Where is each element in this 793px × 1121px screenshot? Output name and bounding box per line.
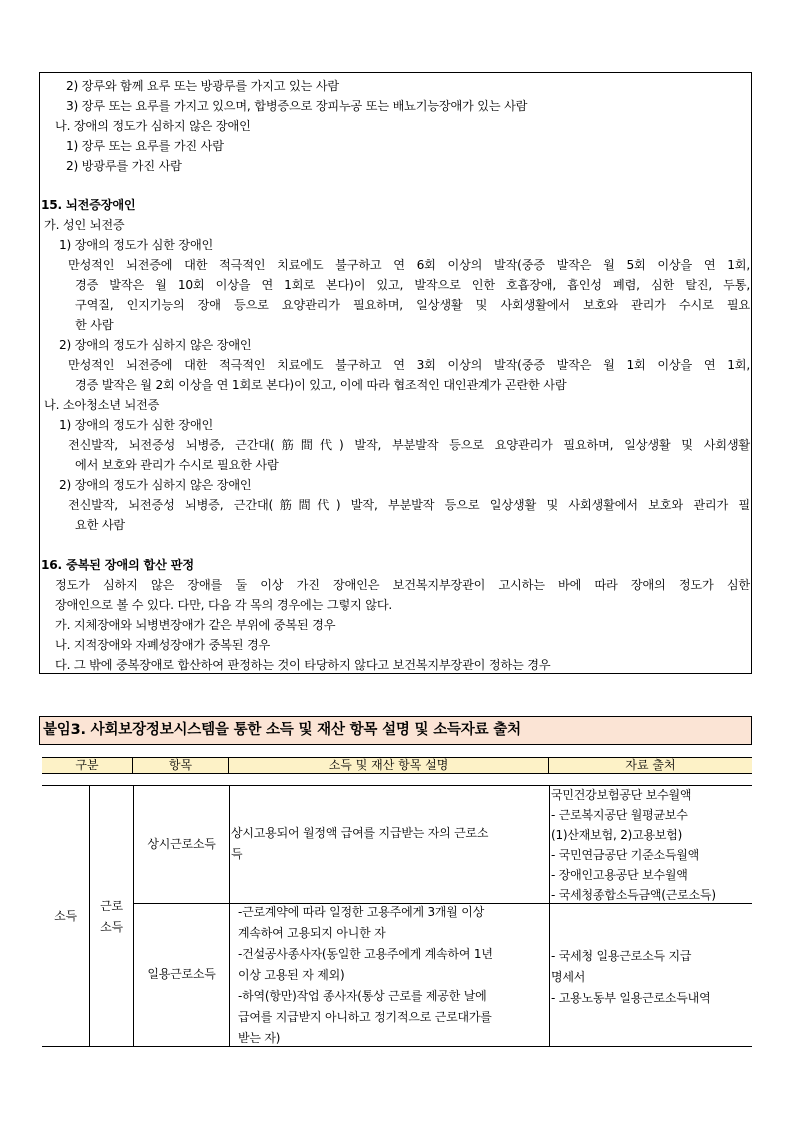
criteria-line: 가. 지체장애와 뇌병변장애가 같은 부위에 중복된 경우	[55, 618, 336, 632]
source-line: (1)산재보험, 2)고용보험)	[551, 828, 683, 842]
source-line: - 장애인고용공단 보수월액	[551, 868, 688, 882]
appendix-title: 붙임3. 사회보장정보시스템을 통한 소득 및 재산 항목 설명 및 소득자료 출처	[39, 716, 752, 745]
criteria-line: 15. 뇌전증장애인	[41, 198, 136, 212]
criteria-line: 경증 발작은 월 10회 이상을 연 1회로 본다)이 있고, 발작으로 인한 호흡장애, 흡인성 폐렴, 심한 탈진, 두통,	[75, 278, 750, 292]
criteria-line: 1) 장애의 정도가 심한 장애인	[59, 418, 214, 432]
source-line: - 국세청종합소득금액(근로소득)	[551, 888, 716, 902]
description-line: 이상 고용된 자 제외)	[238, 968, 345, 982]
item-daily-income: 일용근로소득	[147, 967, 216, 981]
description-line: -근로계약에 따라 일정한 고용주에게 3개월 이상	[238, 905, 485, 919]
subcategory-line-1: 근로	[100, 899, 123, 913]
criteria-line: 2) 장애의 정도가 심하지 않은 장애인	[59, 478, 252, 492]
source-line: - 근로복지공단 월평균보수	[551, 808, 688, 822]
criteria-line: 1) 장애의 정도가 심한 장애인	[59, 238, 214, 252]
description-line: 급여를 지급받지 아니하고 정기적으로 근로대가를	[238, 1010, 492, 1024]
criteria-line: 전신발작, 뇌전증성 뇌병증, 근간대(筋間代) 발작, 부분발작 등으로 일상생활 및 사회생활에서 보호와 관리가 필	[68, 498, 750, 512]
criteria-line: 만성적인 뇌전증에 대한 적극적인 치료에도 불구하고 연 3회 이상의 발작(중증 발작은 월 1회 이상을 연 1회,	[68, 358, 750, 372]
criteria-line: 요한 사람	[75, 518, 125, 532]
category-cell: 소득	[54, 909, 77, 923]
criteria-line: 전신발작, 뇌전증성 뇌병증, 근간대(筋間代) 발작, 부분발작 등으로 요양관리가 필요하며, 일상생활 및 사회생활	[68, 438, 750, 452]
item-regular-income: 상시근로소득	[147, 837, 216, 851]
header-description: 소득 및 재산 항목 설명	[229, 758, 549, 773]
source-line: 국민건강보험공단 보수월액	[551, 788, 692, 802]
source-line: - 국세청 일용근로소득 지급	[551, 949, 692, 963]
header-item: 항목	[133, 758, 229, 773]
criteria-line: 장애인으로 볼 수 있다. 다만, 다음 각 목의 경우에는 그렇지 않다.	[55, 598, 393, 612]
criteria-line: 가. 성인 뇌전증	[44, 218, 125, 232]
criteria-line: 16. 중복된 장애의 합산 판정	[41, 558, 194, 572]
description-line: -하역(항만)작업 종사자(통상 근로를 제공한 날에	[238, 989, 487, 1003]
desc-regular-2: 득	[231, 847, 243, 861]
criteria-line: 경증 발작은 월 2회 이상을 연 1회로 본다)이 있고, 이에 따라 협조적인 대인관계가 곤란한 사람	[75, 378, 567, 392]
source-line: - 국민연금공단 기준소득월액	[551, 848, 700, 862]
description-line: 받는 자)	[238, 1031, 281, 1045]
income-table	[42, 785, 752, 1047]
criteria-line: 2) 방광루를 가진 사람	[66, 159, 182, 173]
criteria-line: 3) 장루 또는 요루를 가지고 있으며, 합병증으로 장피누공 또는 배뇨기능장애가 있는 사람	[66, 99, 528, 113]
criteria-line: 나. 지적장애와 자폐성장애가 중복된 경우	[55, 638, 271, 652]
criteria-line: 나. 소아청소년 뇌전증	[44, 398, 160, 412]
description-line: 계속하여 고용되지 아니한 자	[238, 926, 386, 940]
source-line: - 고용노동부 일용근로소득내역	[551, 991, 711, 1005]
criteria-line: 나. 장애의 정도가 심하지 않은 장애인	[55, 119, 251, 133]
criteria-line: 만성적인 뇌전증에 대한 적극적인 치료에도 불구하고 연 6회 이상의 발작(중증 발작은 월 5회 이상을 연 1회,	[68, 258, 750, 272]
criteria-line: 구역질, 인지기능의 장애 등으로 요양관리가 필요하며, 일상생활 및 사회생활에서 보호와 관리가 수시로 필요	[75, 298, 750, 312]
criteria-line: 1) 장루 또는 요루를 가진 사람	[66, 139, 224, 153]
desc-regular-1: 상시고용되어 월정액 급여를 지급받는 자의 근로소	[231, 826, 489, 840]
criteria-line: 2) 장애의 정도가 심하지 않은 장애인	[59, 338, 252, 352]
description-line: -건설공사종사자(동일한 고용주에게 계속하여 1년	[238, 947, 493, 961]
criteria-line: 한 사람	[75, 318, 114, 332]
header-category: 구분	[42, 758, 133, 773]
header-source: 자료 출처	[625, 758, 676, 772]
table-header	[42, 757, 752, 774]
subcategory-line-2: 소득	[100, 920, 123, 934]
criteria-line: 정도가 심하지 않은 장애를 둘 이상 가진 장애인은 보건복지부장관이 고시하는 바에 따라 장애의 정도가 심한	[55, 578, 750, 592]
criteria-line: 에서 보호와 관리가 수시로 필요한 사람	[75, 458, 279, 472]
criteria-line: 다. 그 밖에 중복장애로 합산하여 판정하는 것이 타당하지 않다고 보건복지부장관이 정하는 경우	[55, 658, 551, 672]
source-line: 명세서	[551, 970, 586, 984]
criteria-line: 2) 장루와 함께 요루 또는 방광루를 가지고 있는 사람	[66, 79, 339, 93]
